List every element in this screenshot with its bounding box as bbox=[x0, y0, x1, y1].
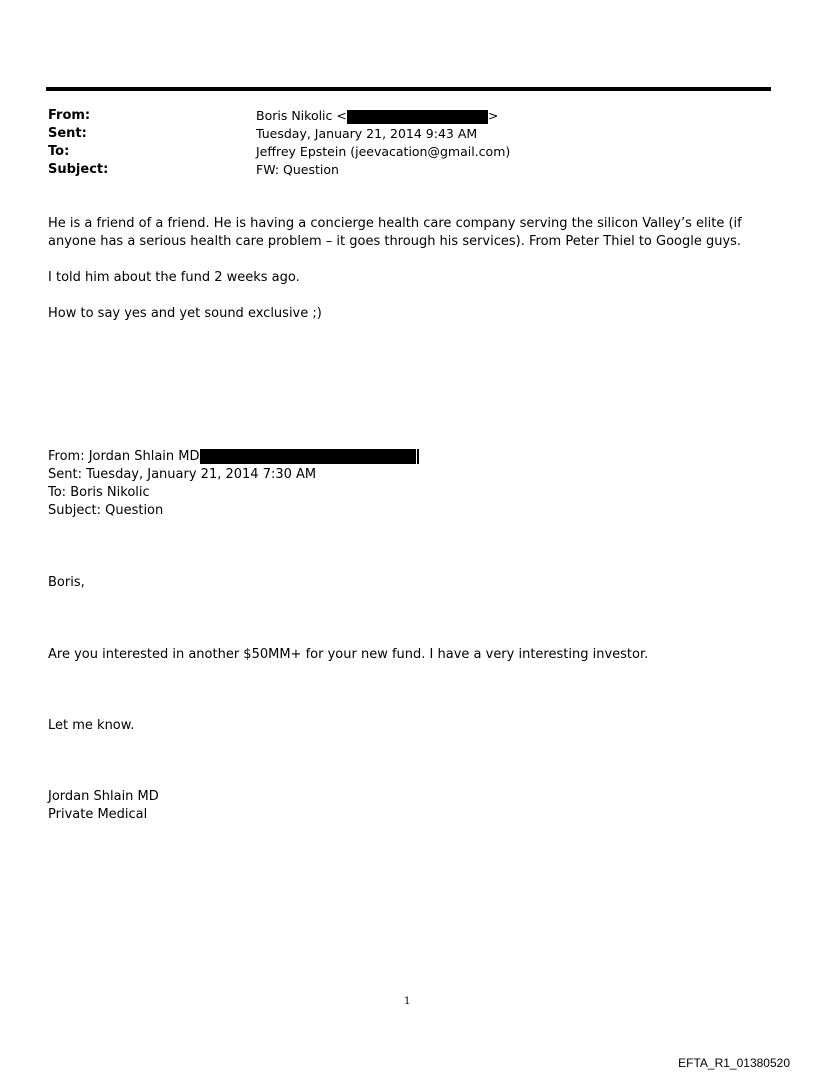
forwarded-closing: Let me know. bbox=[48, 718, 135, 733]
sent-label: Sent: bbox=[48, 126, 87, 141]
body-paragraph-1: He is a friend of a friend. He is having a concierge health care company serving the silicon Valley’s elite (if anyone has a serious health care problem – it goes through his services). From Peter Thiel to Google guys. bbox=[48, 216, 742, 249]
redaction-mark bbox=[417, 449, 419, 464]
from-email-tail: > bbox=[487, 108, 499, 123]
sent-value: Tuesday, January 21, 2014 9:43 AM bbox=[256, 126, 478, 141]
forwarded-sent-line: Sent: Tuesday, January 21, 2014 7:30 AM bbox=[48, 467, 317, 482]
redaction-bar bbox=[347, 110, 488, 124]
from-name: Boris Nikolic < bbox=[256, 108, 347, 123]
redaction-bar bbox=[200, 449, 416, 464]
document-id-footer: EFTA_R1_01380520 bbox=[678, 1056, 790, 1070]
signature-org: Private Medical bbox=[48, 807, 148, 822]
forwarded-from-line: From: Jordan Shlain MD bbox=[48, 449, 200, 464]
forwarded-greeting: Boris, bbox=[48, 575, 85, 590]
forwarded-message: Are you interested in another $50MM+ for your new fund. I have a very interesting investor. bbox=[48, 647, 649, 662]
to-label: To: bbox=[48, 144, 70, 159]
forwarded-from-row bbox=[48, 448, 419, 466]
to-value: Jeffrey Epstein (jeevacation@gmail.com) bbox=[256, 144, 511, 159]
subject-value: FW: Question bbox=[256, 162, 339, 177]
signature-name: Jordan Shlain MD bbox=[48, 789, 159, 804]
page-number: 1 bbox=[404, 996, 411, 1007]
from-value bbox=[256, 107, 498, 125]
from-label: From: bbox=[48, 108, 91, 123]
body-paragraph-2: I told him about the fund 2 weeks ago. bbox=[48, 270, 300, 285]
body-paragraph-3: How to say yes and yet sound exclusive ;) bbox=[48, 306, 322, 321]
forwarded-to-line: To: Boris Nikolic bbox=[48, 485, 150, 500]
header-divider-rule bbox=[46, 87, 771, 91]
subject-label: Subject: bbox=[48, 162, 109, 177]
forwarded-subject-line: Subject: Question bbox=[48, 503, 164, 518]
